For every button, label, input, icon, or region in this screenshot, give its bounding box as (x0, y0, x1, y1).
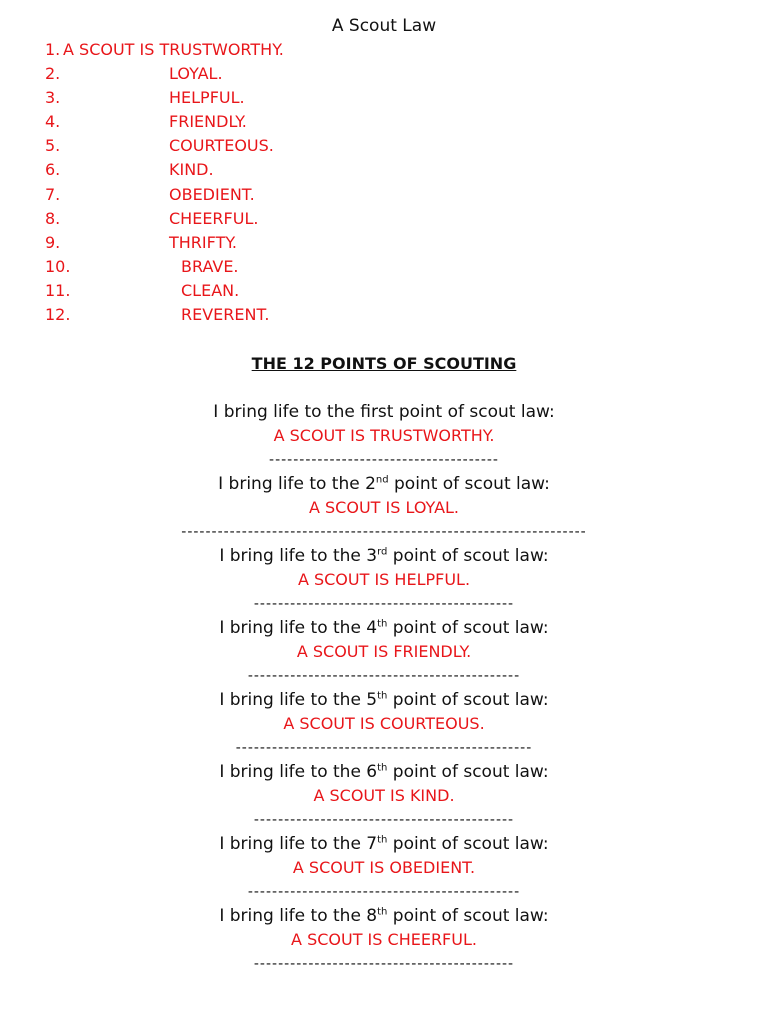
dashed-separator: ------------------------------------------- (253, 956, 515, 972)
law-item-text: FRIENDLY. (169, 112, 247, 132)
point-law: A SCOUT IS KIND. (313, 786, 455, 805)
ordinal-suffix: rd (377, 546, 388, 558)
law-item-number: 10. (45, 256, 71, 276)
point-line-text: I bring life to the first point of scout law: (213, 402, 555, 422)
point-line-rest: point of scout law: (387, 618, 549, 638)
law-item-number: 8. (45, 208, 61, 228)
law-item-text: KIND. (169, 160, 214, 180)
dashed-separator: -------------------------------------- (269, 452, 499, 468)
law-item-text: CLEAN. (181, 280, 240, 300)
point-law: A SCOUT IS OBEDIENT. (292, 858, 476, 877)
point-line-text: I bring life to the 4 (219, 618, 378, 638)
law-item-text: CHEERFUL. (169, 208, 259, 228)
law-item-number: 7. (45, 184, 61, 204)
scouting-points (0, 400, 768, 976)
point-line-text: I bring life to the 8 (219, 906, 378, 926)
dashed-separator: ------------------------------------------- (253, 812, 515, 828)
section-heading: THE 12 POINTS OF SCOUTING (251, 354, 517, 373)
point-line (0, 904, 768, 928)
point-law: A SCOUT IS LOYAL. (308, 498, 460, 517)
point-line (0, 688, 768, 712)
point-line-text: I bring life to the 5 (219, 690, 378, 710)
law-item-text: REVERENT. (181, 305, 270, 325)
point-line-rest: point of scout law: (387, 690, 549, 710)
law-item-number: 1. (45, 40, 61, 59)
point-line-text: I bring life to the 3 (219, 546, 378, 566)
point-line-text: I bring life to the 2 (218, 474, 376, 494)
point-line (0, 832, 768, 856)
point-line-rest: point of scout law: (387, 546, 549, 566)
law-item-number: 3. (45, 88, 61, 108)
law-item-text: LOYAL. (169, 64, 223, 84)
point-law: A SCOUT IS TRUSTWORTHY. (273, 426, 495, 445)
law-item-number: 9. (45, 232, 61, 252)
law-item-number: 12. (45, 305, 71, 325)
law-item-text: BRAVE. (181, 256, 239, 276)
law-item-number: 4. (45, 112, 61, 132)
point-line-rest: point of scout law: (387, 906, 549, 926)
dashed-separator: --------------------------------------------- (247, 668, 521, 684)
law-item-text: THRIFTY. (169, 232, 237, 252)
point-line (0, 472, 768, 496)
point-line (0, 544, 768, 568)
point-line-rest: point of scout law: (387, 834, 549, 854)
point-line (0, 616, 768, 640)
ordinal-suffix: th (377, 618, 388, 630)
law-item-number: 2. (45, 64, 61, 84)
document-title: A Scout Law (331, 16, 437, 36)
dashed-separator: ------------------------------------------------------------------- (181, 524, 587, 540)
scouting-point (0, 616, 768, 688)
scouting-point (0, 904, 768, 976)
point-line-text: I bring life to the 7 (219, 834, 378, 854)
point-line-text: I bring life to the 6 (219, 762, 378, 782)
law-item-text: OBEDIENT. (169, 184, 255, 204)
scouting-point (0, 760, 768, 832)
law-item-number: 11. (45, 280, 71, 300)
point-law: A SCOUT IS COURTEOUS. (283, 714, 485, 733)
dashed-separator: ------------------------------------------------- (235, 740, 533, 756)
ordinal-suffix: th (377, 834, 388, 846)
ordinal-suffix: th (377, 690, 388, 702)
point-line-rest: point of scout law: (388, 474, 550, 494)
law-item-number: 5. (45, 136, 61, 156)
law-item-number: 6. (45, 160, 61, 180)
ordinal-suffix: th (377, 762, 388, 774)
scouting-point (0, 544, 768, 616)
scouting-point (0, 688, 768, 760)
point-line-rest: point of scout law: (387, 762, 549, 782)
scouting-point (0, 400, 768, 472)
law-item-text: HELPFUL. (169, 88, 245, 108)
law-item-text: A SCOUT IS TRUSTWORTHY. (63, 40, 284, 59)
dashed-separator: --------------------------------------------- (247, 884, 521, 900)
scouting-point (0, 832, 768, 904)
point-line (0, 760, 768, 784)
point-line (0, 400, 768, 424)
point-law: A SCOUT IS CHEERFUL. (291, 930, 477, 949)
point-law: A SCOUT IS FRIENDLY. (296, 642, 472, 661)
scouting-point (0, 472, 768, 544)
ordinal-suffix: th (377, 906, 388, 918)
law-item-text: COURTEOUS. (169, 136, 274, 156)
dashed-separator: ------------------------------------------- (253, 596, 515, 612)
ordinal-suffix: nd (375, 474, 389, 486)
point-law: A SCOUT IS HELPFUL. (297, 570, 471, 589)
